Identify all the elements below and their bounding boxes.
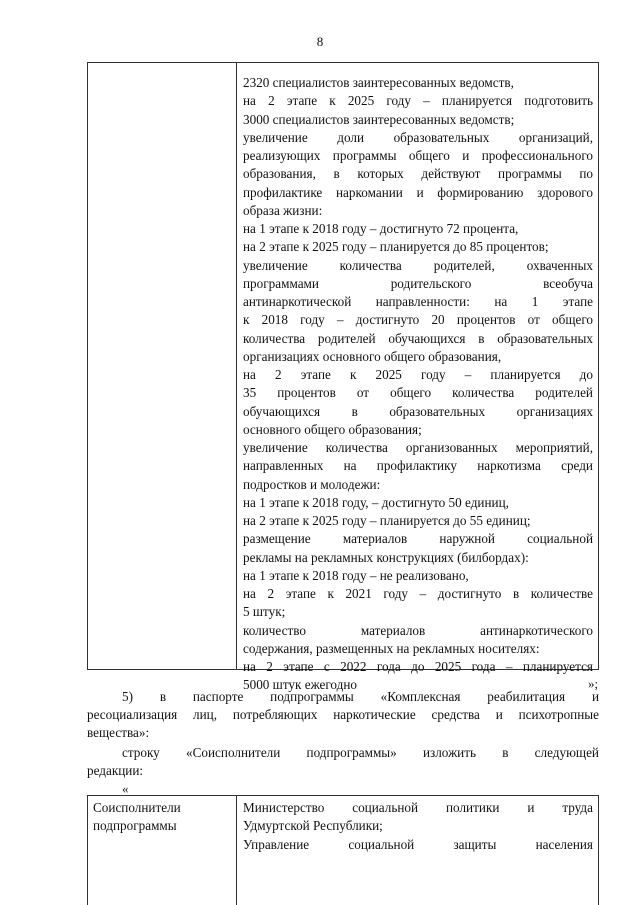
cell-line: на 2 этапе к 2021 году – достигнуто в количестве xyxy=(243,586,593,601)
cell-line: размещение материалов наружной социальной xyxy=(243,531,593,547)
cell-line: организациях основного общего образования, xyxy=(243,348,502,364)
cell-line: направленных на профилактику наркотизма среди xyxy=(243,458,593,474)
closing-quote: »; xyxy=(588,676,599,691)
opening-quote: « xyxy=(122,781,129,796)
indicators-cell xyxy=(243,74,593,695)
page-number: 8 xyxy=(316,34,324,49)
cell-line: увеличение количества организованных мероприятий, xyxy=(243,440,593,455)
cell-line: антинаркотической направленности: на 1 этапе xyxy=(243,294,593,309)
cell-line: к 2018 году – достигнуто 20 процентов от общего xyxy=(243,312,593,328)
cell-line: количества родителей обучающихся в образовательных xyxy=(243,330,593,346)
cell-line: 2320 специалистов заинтересованных ведомств, xyxy=(243,75,514,90)
table-column-divider xyxy=(236,796,237,905)
cell-line: подростков и молодежи: xyxy=(243,476,381,492)
co-executors-value-cell xyxy=(243,799,593,854)
cell-line: программами родительского всеобуча xyxy=(243,275,593,291)
cell-line: на 1 этапе к 2018 году – достигнуто 72 процента, xyxy=(243,221,519,236)
table-column-divider xyxy=(236,63,237,669)
cell-line: обучающихся в образовательных организациях xyxy=(243,403,593,419)
cell-line: на 1 этапе к 2018 году – не реализовано, xyxy=(243,567,469,583)
cell-line: профилактике наркомании и формированию здорового xyxy=(243,184,593,200)
value-line: Министерство социальной политики и труда xyxy=(243,800,593,815)
paragraph-line: вещества»: xyxy=(87,725,150,740)
paragraph-line: ресоциализация лиц, потребляющих наркотические средства и психотропные xyxy=(87,707,599,722)
cell-line: на 2 этапе к 2025 году – планируется до 85 процентов; xyxy=(243,239,549,255)
cell-line: 3000 специалистов заинтересованных ведомств; xyxy=(243,111,515,127)
cell-line: содержания, размещенных на рекламных носителях: xyxy=(243,640,540,656)
cell-line: 5 штук; xyxy=(243,604,286,620)
cell-line: образования, в которых действуют программы по xyxy=(243,166,593,182)
cell-line: на 2 этапе к 2025 году – планируется до 55 единиц; xyxy=(243,513,531,528)
cell-line: основного общего образования; xyxy=(243,421,422,437)
paragraph-line: редакции: xyxy=(87,763,144,778)
co-executors-label-cell xyxy=(93,799,233,836)
paragraph-line: строку «Соисполнители подпрограммы» изложить в следующей xyxy=(122,745,599,760)
paragraph-5 xyxy=(87,688,599,742)
co-executors-table xyxy=(87,795,599,905)
cell-line: увеличение количества родителей, охваченных xyxy=(243,257,593,273)
cell-line: образа жизни: xyxy=(243,202,323,218)
value-line: Удмуртской Республики; xyxy=(243,818,383,834)
cell-line: на 2 этапе к 2025 году – планируется до xyxy=(243,367,593,382)
value-line: Управление социальной защиты населения xyxy=(243,836,593,852)
cell-line: 35 процентов от общего количества родителей xyxy=(243,385,593,401)
indicators-table xyxy=(87,62,599,693)
cell-line: на 1 этапе к 2018 году, – достигнуто 50 единиц, xyxy=(243,494,509,510)
label-line: Соисполнители xyxy=(93,800,181,815)
cell-line: рекламы на рекламных конструкциях (билбордах): xyxy=(243,549,529,565)
cell-line: 5000 штук ежегодно xyxy=(243,677,358,693)
label-line: подпрограммы xyxy=(93,818,177,834)
paragraph-line: 5) в паспорте подпрограммы «Комплексная реабилитация и xyxy=(122,689,599,704)
paragraph-row-instruction xyxy=(87,744,599,780)
cell-line: увеличение доли образовательных организаций, xyxy=(243,129,593,145)
cell-line: на 2 этапе к 2025 году – планируется подготовить xyxy=(243,93,593,109)
cell-line: на 2 этапе с 2022 года до 2025 года – планируется xyxy=(243,659,593,674)
cell-line: количество материалов антинаркотического xyxy=(243,622,593,638)
cell-line: реализующих программы общего и профессионального xyxy=(243,148,593,163)
